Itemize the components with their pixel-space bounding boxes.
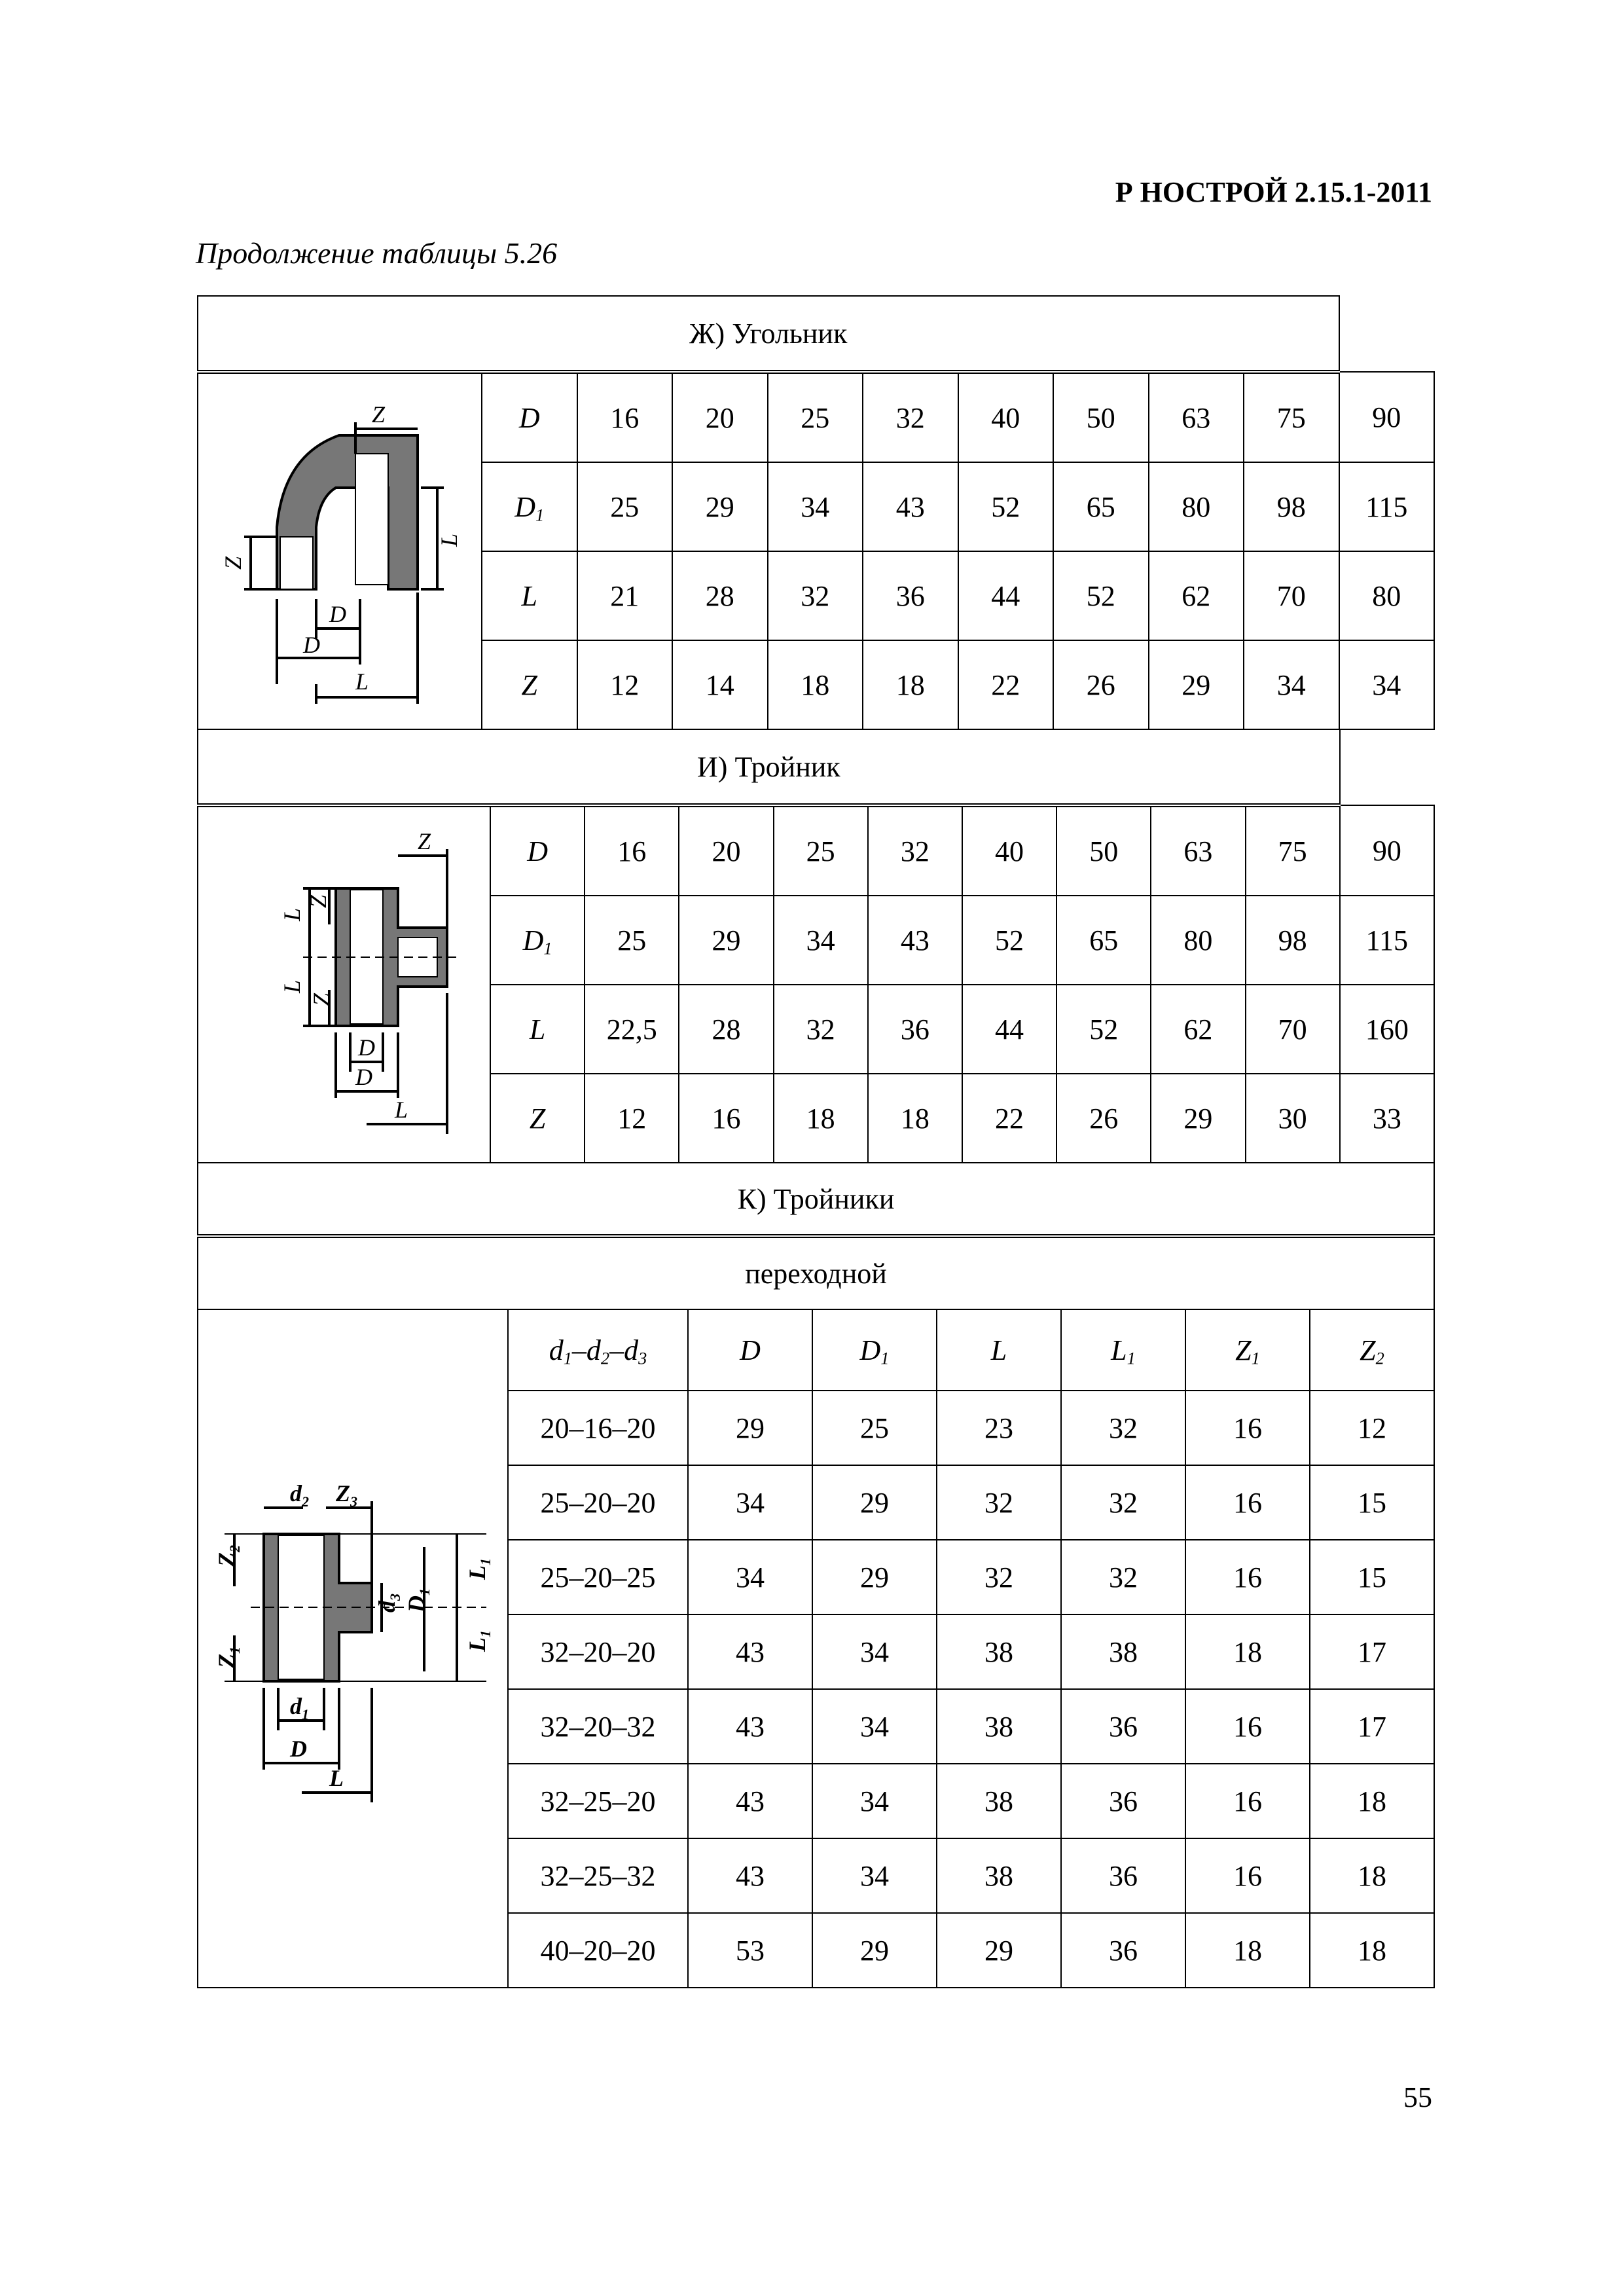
tee-l-lower-label: L: [279, 979, 305, 993]
tee-title: И) Тройник: [198, 729, 1340, 805]
reducing-tee-value-cell: 29: [812, 1913, 937, 1988]
reducing-tee-value-cell: 32: [1061, 1540, 1185, 1614]
elbow-value-cell: 34: [768, 462, 863, 551]
elbow-value-cell: 20: [672, 372, 768, 462]
reducing-tee-value-cell: 25–20–25: [508, 1540, 688, 1614]
elbow-value-cell: 32: [863, 372, 958, 462]
tee-param-symbol: D: [527, 835, 548, 867]
tee-value-cell: 16: [585, 805, 679, 896]
tee-param-cell: [490, 1074, 585, 1163]
reducing-tee-value-cell: 16: [1185, 1689, 1310, 1764]
reducing-tee-value-cell: 43: [688, 1838, 812, 1913]
tee-d-label: D: [358, 1034, 375, 1061]
elbow-param-symbol: $D_1$: [514, 490, 545, 525]
tee-param-cell: [490, 805, 585, 896]
tee-z-top-label: Z: [418, 828, 431, 854]
elbow-value-cell: 29: [672, 462, 768, 551]
rtee-d1-label: $d_1$: [290, 1693, 309, 1722]
reducing-tee-value-cell: 25–20–20: [508, 1465, 688, 1540]
tee-value-cell: 34: [774, 896, 868, 985]
elbow-value-cell: 34: [1339, 640, 1435, 729]
reducing-tee-value-cell: 34: [688, 1540, 812, 1614]
reducing-tee-value-cell: 25: [812, 1391, 937, 1465]
reducing-tee-value-cell: 18: [1310, 1838, 1434, 1913]
tee-d1-label: D: [355, 1063, 372, 1090]
reducing-tee-drawing: [198, 1311, 506, 1986]
reducing-tee-value-cell: 32: [1061, 1391, 1185, 1465]
reducing-tee-value-cell: 36: [1061, 1764, 1185, 1838]
rtee-z3-label: $Z_3$: [336, 1480, 357, 1510]
header-symbol: D: [740, 1334, 761, 1366]
elbow-value-cell: 26: [1053, 640, 1149, 729]
rtee-D1-label: $D_1$: [403, 1588, 433, 1613]
header-symbol: $L_1$: [1111, 1334, 1136, 1368]
tee-param-symbol: L: [529, 1013, 546, 1046]
elbow-drawing: [198, 376, 480, 727]
tee-value-cell: 29: [679, 896, 773, 985]
reducing-tee-value-cell: 34: [812, 1838, 937, 1913]
elbow-value-cell: 115: [1339, 462, 1435, 551]
reducing-tee-value-cell: 32: [937, 1540, 1061, 1614]
header-symbol-d1: $d_1$: [549, 1334, 572, 1368]
reducing-tee-header-cell: [937, 1309, 1061, 1391]
tee-value-cell: 80: [1151, 896, 1245, 985]
elbow-value-cell: 40: [958, 372, 1054, 462]
elbow-value-cell: 25: [577, 462, 673, 551]
tee-value-cell: 16: [679, 1074, 773, 1163]
reducing-tee-value-cell: 43: [688, 1764, 812, 1838]
elbow-l-label: L: [355, 668, 369, 695]
reducing-tee-value-cell: 32–25–32: [508, 1838, 688, 1913]
reducing-tee-value-cell: 12: [1310, 1391, 1434, 1465]
tee-value-cell: 32: [868, 805, 962, 896]
reducing-tee-value-cell: 34: [812, 1689, 937, 1764]
reducing-tee-value-cell: 18: [1185, 1614, 1310, 1689]
elbow-value-cell: 34: [1244, 640, 1339, 729]
rtee-L1-lower-label: $L_1$: [464, 1630, 494, 1652]
tee-value-cell: 63: [1151, 805, 1245, 896]
tee-drawing: [198, 810, 486, 1160]
reducing-tee-value-cell: 18: [1185, 1913, 1310, 1988]
tee-param-cell: [490, 985, 585, 1074]
reducing-tee-value-cell: 32–20–20: [508, 1614, 688, 1689]
elbow-value-cell: 80: [1339, 551, 1435, 640]
tee-z-upper-label: Z: [305, 894, 331, 908]
reducing-tee-value-cell: 29: [812, 1465, 937, 1540]
reducing-tee-value-cell: 34: [812, 1764, 937, 1838]
tee-row: [198, 805, 1434, 896]
reducing-tee-value-cell: 43: [688, 1689, 812, 1764]
elbow-value-cell: 18: [863, 640, 958, 729]
reducing-tee-value-cell: 17: [1310, 1689, 1434, 1764]
tee-value-cell: 115: [1340, 896, 1434, 985]
table-5-26-continued: [197, 295, 1435, 1988]
elbow-value-cell: 52: [958, 462, 1054, 551]
reducing-tee-value-cell: 40–20–20: [508, 1913, 688, 1988]
header-symbol: $Z_2$: [1360, 1334, 1384, 1368]
elbow-value-cell: 36: [863, 551, 958, 640]
tee-param-cell: [490, 896, 585, 985]
reducing-tee-header-cell: [1185, 1309, 1310, 1391]
reducing-tee-subtitle: переходной: [198, 1236, 1434, 1309]
tee-value-cell: 50: [1056, 805, 1151, 896]
elbow-l-right-label: L: [436, 533, 462, 547]
tee-value-cell: 36: [868, 985, 962, 1074]
elbow-value-cell: 14: [672, 640, 768, 729]
tee-value-cell: 44: [962, 985, 1056, 1074]
reducing-tee-value-cell: 32: [937, 1465, 1061, 1540]
tee-value-cell: 26: [1056, 1074, 1151, 1163]
elbow-value-cell: 12: [577, 640, 673, 729]
elbow-value-cell: 16: [577, 372, 673, 462]
elbow-value-cell: 43: [863, 462, 958, 551]
tee-value-cell: 52: [962, 896, 1056, 985]
header-symbol: L: [990, 1334, 1007, 1366]
reducing-tee-value-cell: 23: [937, 1391, 1061, 1465]
document-code: Р НОСТРОЙ 2.15.1-2011: [1115, 176, 1432, 208]
tee-value-cell: 65: [1056, 896, 1151, 985]
reducing-tee-value-cell: 15: [1310, 1540, 1434, 1614]
header-symbol: $Z_1$: [1235, 1334, 1260, 1368]
elbow-value-cell: 63: [1149, 372, 1244, 462]
elbow-figure-cell: [198, 372, 482, 729]
tee-value-cell: 22: [962, 1074, 1056, 1163]
reducing-tee-value-cell: 38: [937, 1614, 1061, 1689]
tee-value-cell: 20: [679, 805, 773, 896]
elbow-row: [198, 372, 1434, 462]
reducing-tee-value-cell: 16: [1185, 1764, 1310, 1838]
reducing-tee-value-cell: 43: [688, 1614, 812, 1689]
reducing-tee-value-cell: 38: [937, 1838, 1061, 1913]
reducing-tee-header-row: [198, 1309, 1434, 1391]
reducing-tee-value-cell: 16: [1185, 1391, 1310, 1465]
tee-l-label: L: [395, 1096, 408, 1123]
tee-value-cell: 90: [1340, 805, 1434, 896]
reducing-tee-value-cell: 34: [688, 1465, 812, 1540]
elbow-param-symbol: L: [521, 579, 537, 612]
rtee-z2-label: $Z_2$: [213, 1545, 243, 1567]
reducing-tee-value-cell: 32–20–32: [508, 1689, 688, 1764]
tee-value-cell: 30: [1246, 1074, 1340, 1163]
reducing-tee-header-cell: [812, 1309, 937, 1391]
elbow-param-cell: [482, 372, 577, 462]
reducing-tee-value-cell: 34: [812, 1614, 937, 1689]
reducing-tee-value-cell: 20–16–20: [508, 1391, 688, 1465]
reducing-tee-value-cell: 18: [1310, 1764, 1434, 1838]
tee-param-symbol: Z: [529, 1102, 546, 1135]
elbow-value-cell: 70: [1244, 551, 1339, 640]
reducing-tee-value-cell: 53: [688, 1913, 812, 1988]
header-symbol-d3: $d_3$: [624, 1334, 647, 1368]
tee-value-cell: 29: [1151, 1074, 1245, 1163]
reducing-tee-value-cell: 38: [937, 1689, 1061, 1764]
tee-value-cell: 25: [585, 896, 679, 985]
reducing-tee-value-cell: 32: [1061, 1465, 1185, 1540]
reducing-tee-value-cell: 16: [1185, 1838, 1310, 1913]
reducing-tee-value-cell: 29: [688, 1391, 812, 1465]
rtee-z1-label: $Z_1$: [213, 1647, 243, 1668]
elbow-value-cell: 29: [1149, 640, 1244, 729]
reducing-tee-value-cell: 16: [1185, 1540, 1310, 1614]
tee-value-cell: 32: [774, 985, 868, 1074]
tee-value-cell: 25: [774, 805, 868, 896]
tee-value-cell: 98: [1246, 896, 1340, 985]
elbow-value-cell: 44: [958, 551, 1054, 640]
elbow-value-cell: 75: [1244, 372, 1339, 462]
tee-value-cell: 33: [1340, 1074, 1434, 1163]
elbow-value-cell: 21: [577, 551, 673, 640]
tee-value-cell: 62: [1151, 985, 1245, 1074]
tee-value-cell: 40: [962, 805, 1056, 896]
reducing-tee-value-cell: 16: [1185, 1465, 1310, 1540]
elbow-title: Ж) Угольник: [198, 296, 1339, 372]
elbow-d-label: D: [329, 600, 346, 627]
elbow-param-cell: [482, 551, 577, 640]
elbow-value-cell: 28: [672, 551, 768, 640]
elbow-z-label: Z: [372, 401, 386, 428]
tee-value-cell: 28: [679, 985, 773, 1074]
tee-param-symbol: $D_1$: [522, 924, 552, 958]
reducing-tee-value-cell: 36: [1061, 1838, 1185, 1913]
elbow-value-cell: 90: [1339, 372, 1435, 462]
reducing-tee-value-cell: 29: [812, 1540, 937, 1614]
tee-value-cell: 18: [774, 1074, 868, 1163]
reducing-tee-value-cell: 32–25–20: [508, 1764, 688, 1838]
reducing-tee-value-cell: 17: [1310, 1614, 1434, 1689]
reducing-tee-value-cell: 38: [1061, 1614, 1185, 1689]
tee-section: [197, 729, 1435, 1163]
rtee-L-label: L: [329, 1765, 344, 1791]
tee-value-cell: 52: [1056, 985, 1151, 1074]
tee-value-cell: 22,5: [585, 985, 679, 1074]
elbow-z-left-label: Z: [220, 556, 246, 570]
reducing-tee-header-cell: $d_1-d_2-d_3$: [508, 1309, 688, 1391]
reducing-tee-figure-cell: [198, 1309, 508, 1988]
elbow-param-cell: [482, 640, 577, 729]
rtee-d3-label: $d_3$: [374, 1594, 403, 1613]
elbow-section: [197, 295, 1435, 730]
elbow-param-symbol: D: [518, 401, 540, 434]
page-number: 55: [1403, 2081, 1432, 2113]
reducing-tee-title: К) Тройники: [198, 1163, 1434, 1236]
tee-value-cell: 12: [585, 1074, 679, 1163]
tee-value-cell: 75: [1246, 805, 1340, 896]
elbow-value-cell: 50: [1053, 372, 1149, 462]
elbow-value-cell: 80: [1149, 462, 1244, 551]
header-symbol: $D_1$: [859, 1334, 890, 1368]
elbow-value-cell: 32: [768, 551, 863, 640]
elbow-value-cell: 98: [1244, 462, 1339, 551]
elbow-param-symbol: Z: [521, 668, 537, 701]
elbow-value-cell: 62: [1149, 551, 1244, 640]
header-symbol-d2: $d_2$: [586, 1334, 610, 1368]
reducing-tee-header-cell: [1061, 1309, 1185, 1391]
reducing-tee-section: [197, 1162, 1435, 1988]
reducing-tee-value-cell: 29: [937, 1913, 1061, 1988]
tee-value-cell: 70: [1246, 985, 1340, 1074]
elbow-value-cell: 25: [768, 372, 863, 462]
elbow-param-cell: [482, 462, 577, 551]
reducing-tee-value-cell: 18: [1310, 1913, 1434, 1988]
elbow-value-cell: 52: [1053, 551, 1149, 640]
tee-l-upper-label: L: [279, 907, 305, 921]
table-continuation-caption: Продолжение таблицы 5.26: [196, 236, 558, 270]
elbow-value-cell: 65: [1053, 462, 1149, 551]
reducing-tee-value-cell: 38: [937, 1764, 1061, 1838]
elbow-value-cell: 18: [768, 640, 863, 729]
reducing-tee-value-cell: 15: [1310, 1465, 1434, 1540]
tee-value-cell: 18: [868, 1074, 962, 1163]
reducing-tee-value-cell: 36: [1061, 1913, 1185, 1988]
elbow-d1-label: D: [303, 631, 320, 658]
reducing-tee-header-cell: [1310, 1309, 1434, 1391]
elbow-value-cell: 22: [958, 640, 1054, 729]
rtee-D-label: D: [290, 1736, 307, 1762]
tee-value-cell: 43: [868, 896, 962, 985]
tee-z-lower-label: Z: [308, 993, 334, 1006]
reducing-tee-value-cell: 36: [1061, 1689, 1185, 1764]
rtee-d2-label: $d_2$: [290, 1480, 309, 1510]
tee-figure-cell: [198, 805, 490, 1163]
reducing-tee-header-cell: [688, 1309, 812, 1391]
tee-value-cell: 160: [1340, 985, 1434, 1074]
rtee-L1-upper-label: $L_1$: [464, 1558, 494, 1580]
